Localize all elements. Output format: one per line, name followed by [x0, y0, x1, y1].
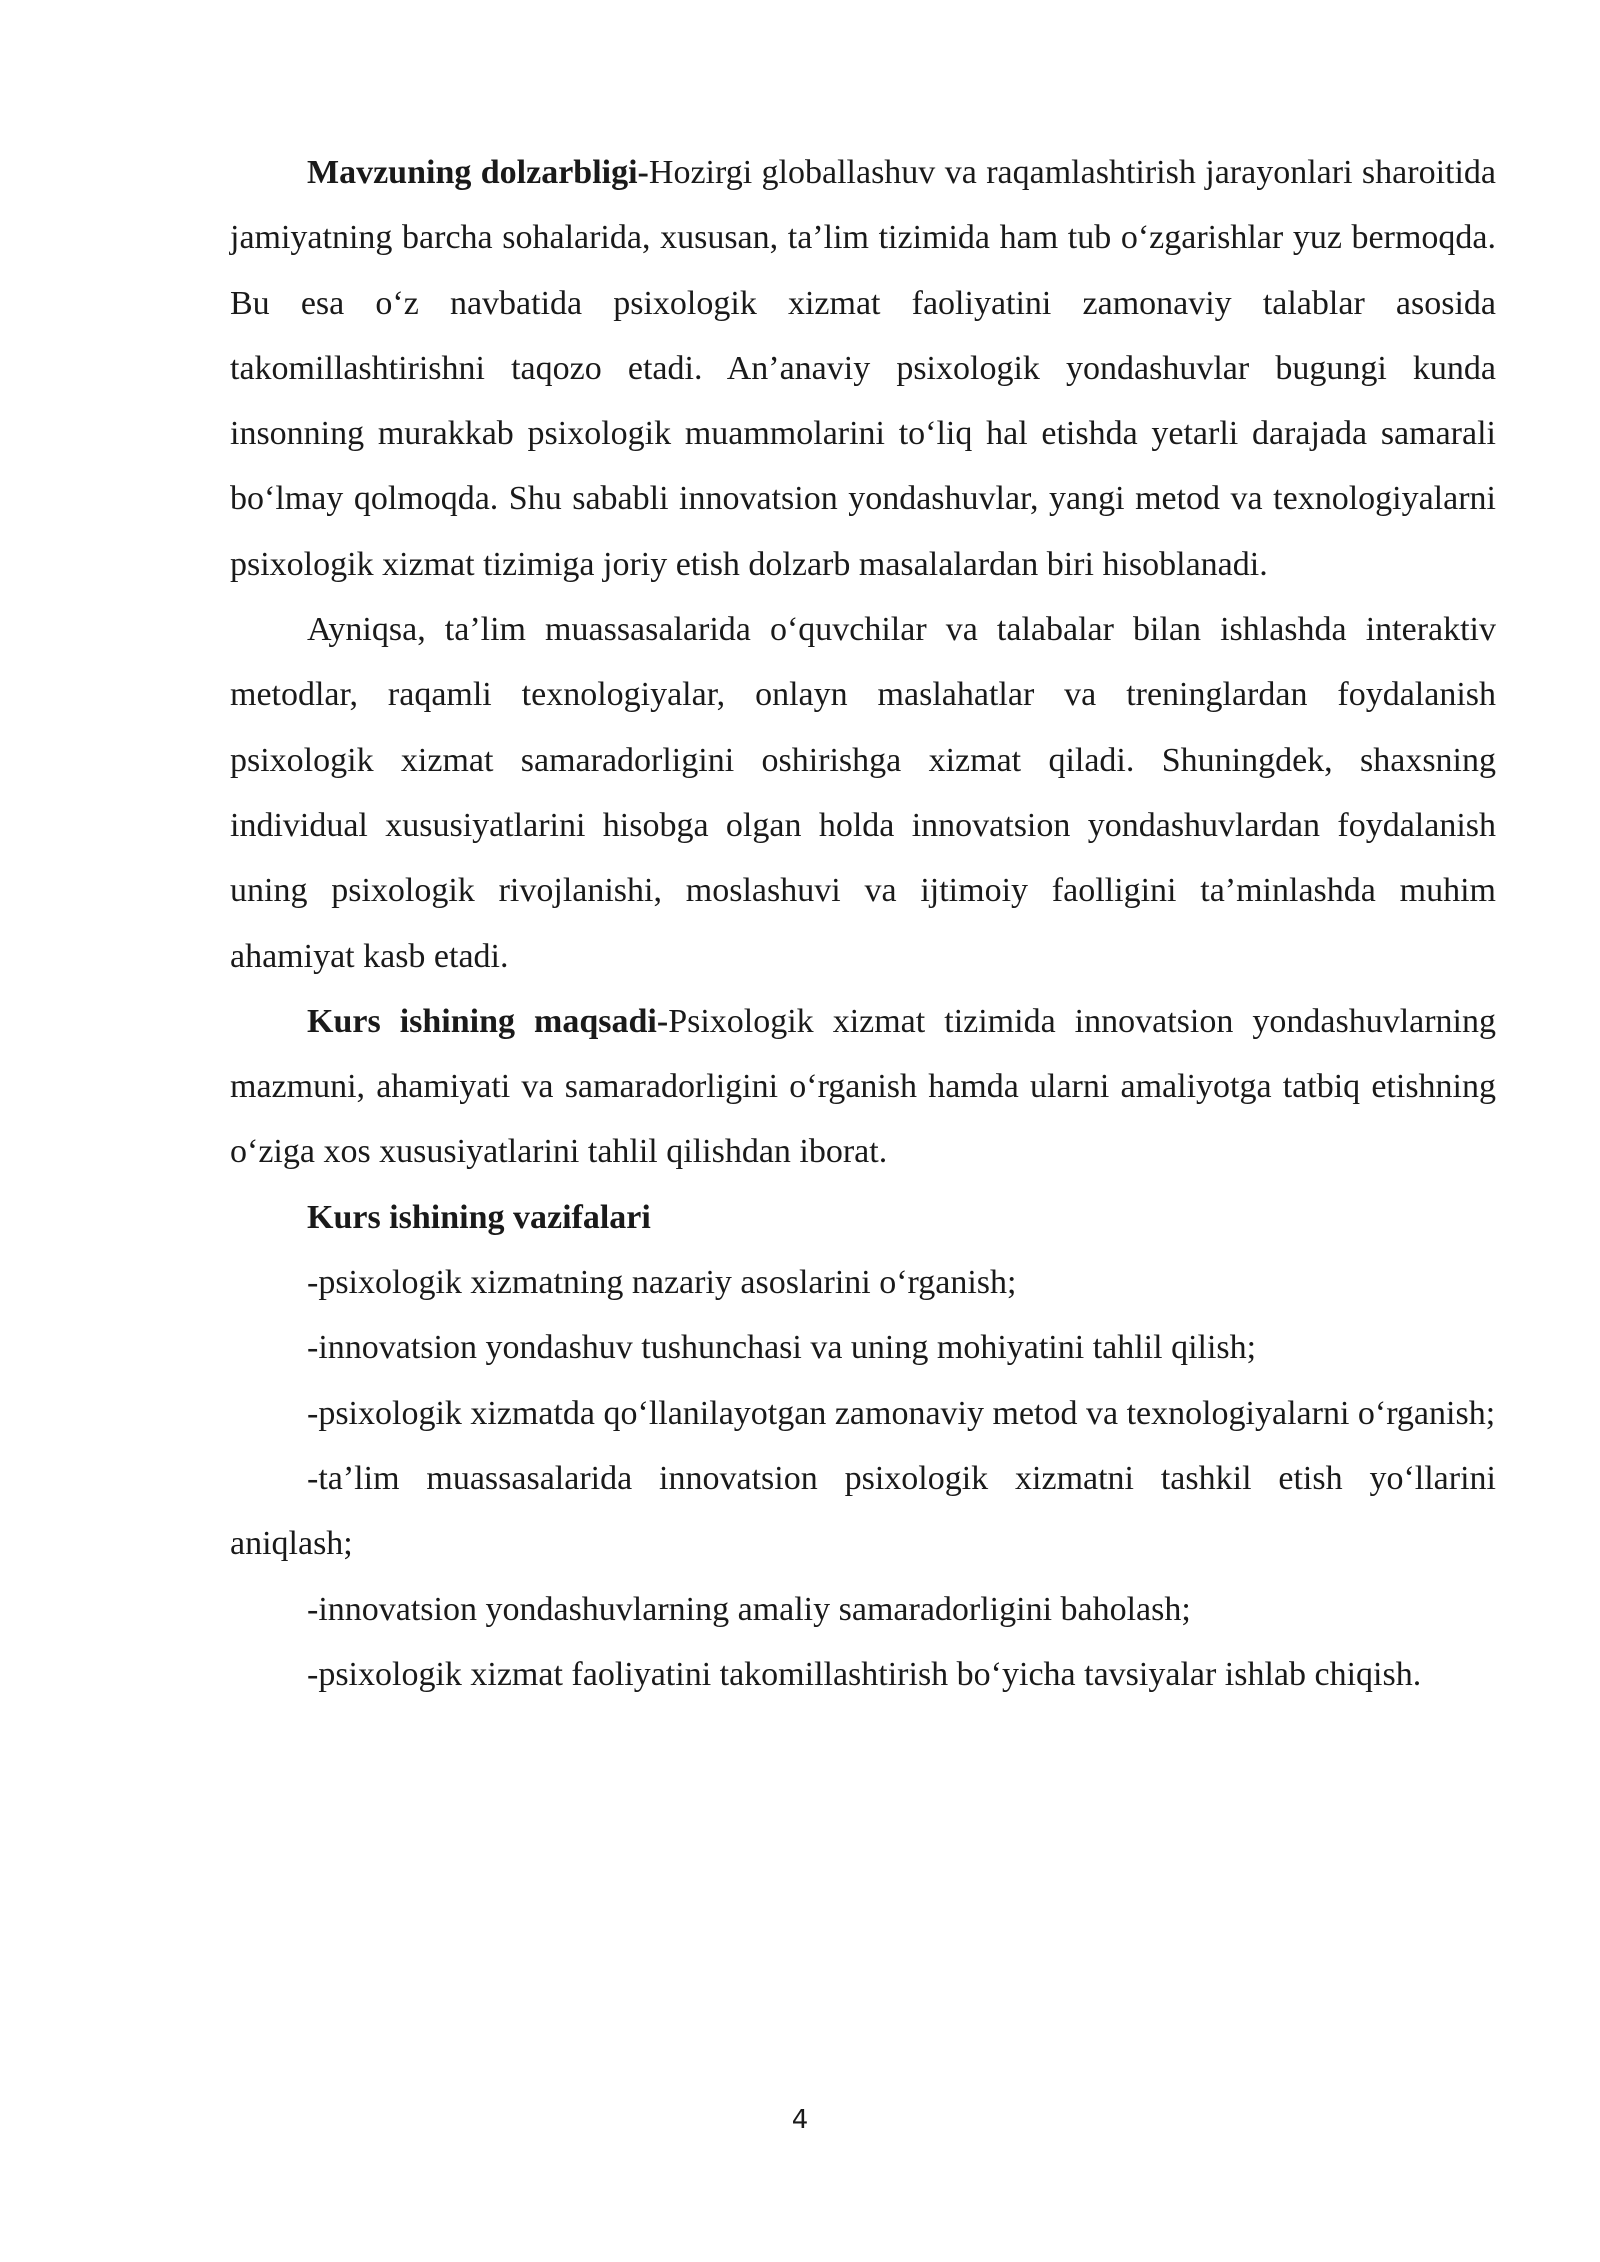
- relevance-text: Hozirgi globallashuv va raqamlashtirish jarayonlari sharoitida jamiyatning barcha sohalarida, xususan, ta’lim tizimida ham tub o‘zgarishlar yuz bermoqda. Bu esa o‘z navbatida psixologik xizmat faoliyatini zamonaviy talablar asosida takomillashtirishni taqozo etadi. An’anaviy psixologik yondashuvlar bugungi kunda insonning murakkab psixologik muammolarini to‘liq hal etishda yetarli darajada samarali bo‘lmay qolmoqda. Shu sababli innovatsion yondashuvlar, yangi metod va texnologiyalarni psixologik xizmat tizimiga joriy etish dolzarb masalalardan biri hisoblanadi.: [230, 154, 1497, 583]
- task-item: -innovatsion yondashuv tushunchasi va uning mohiyatini tahlil qilish;: [307, 1329, 1257, 1367]
- education-text: Ayniqsa, ta’lim muassasalarida o‘quvchilar va talabalar bilan ishlashda interaktiv metodlar, raqamli texnologiyalar, onlayn maslahatlar va treninglardan foydalanish psixologik xizmat samaradorligini oshirishga xizmat qiladi. Shuningdek, shaxsning individual xususiyatlarini hisobga olgan holda innovatsion yondashuvlardan foydalanish uning psixologik rivojlanishi, moslashuvi va ijtimoiy faolligini ta’minlashda muhim ahamiyat kasb etadi.: [230, 611, 1496, 975]
- page-body: [230, 140, 1496, 1707]
- paragraph-relevance: [230, 140, 1496, 597]
- task-item: -ta’lim muassasalarida innovatsion psixologik xizmatni tashkil etish yo‘llarini aniqlash;: [230, 1459, 1496, 1563]
- goal-text: Psixologik xizmat tizimida innovatsion yondashuvlarning mazmuni, ahamiyati va samaradorligini o‘rganish hamda ularni amaliyotga tatbiq etishning o‘ziga xos xususiyatlarini tahlil qilishdan iborat.: [230, 1002, 1497, 1171]
- task-item: -psixologik xizmat faoliyatini takomillashtirish bo‘yicha tavsiyalar ishlab chiqish.: [307, 1655, 1422, 1693]
- tasks-heading: Kurs ishining vazifalari: [307, 1198, 651, 1236]
- relevance-heading: Mavzuning dolzarbligi-: [307, 154, 649, 191]
- paragraph-education: [230, 597, 1496, 989]
- task-item: -psixologik xizmatning nazariy asoslarini o‘rganish;: [307, 1264, 1017, 1302]
- task-item: -innovatsion yondashuvlarning amaliy samaradorligini baholash;: [307, 1590, 1191, 1628]
- paragraph-goal: [230, 989, 1496, 1185]
- goal-heading: Kurs ishining maqsadi-: [307, 1002, 669, 1040]
- task-item: -psixologik xizmatda qo‘llanilayotgan zamonaviy metod va texnologiyalarni o‘rganish;: [307, 1394, 1496, 1432]
- page-number: 4: [791, 2105, 809, 2135]
